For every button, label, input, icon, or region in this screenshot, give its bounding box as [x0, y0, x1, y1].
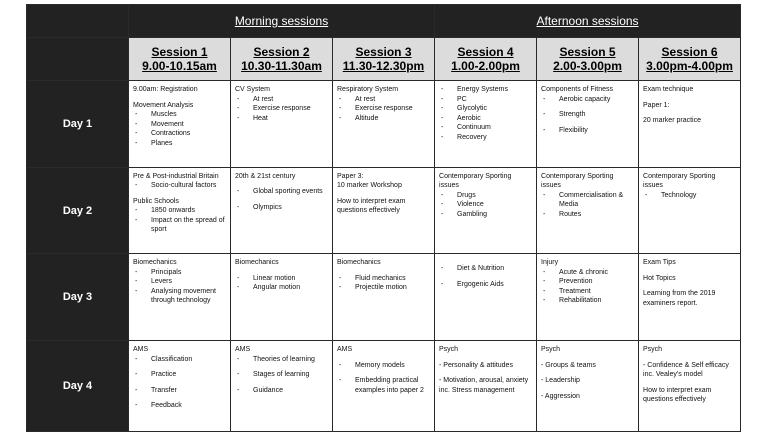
- bullet-item: - Recovery: [439, 133, 532, 143]
- bullet-item: - Flexibility: [541, 126, 634, 136]
- section-header-row: [27, 5, 741, 38]
- bullet-item: - Olympics: [235, 203, 328, 213]
- session-header-row: [27, 38, 741, 81]
- cell-text: Contemporary Sporting issues: [541, 172, 614, 190]
- bullet-item: - Commercialisation & Media: [541, 191, 634, 210]
- session-name: Session 5: [559, 45, 616, 59]
- bullet-item: - Glycolytic: [439, 104, 532, 114]
- bullet-item: - Drugs: [439, 191, 532, 201]
- cell-text: Hot Topics: [643, 274, 676, 282]
- cell-text: How to interpret exam questions effectively: [337, 197, 406, 215]
- cell-text: Exam technique: [643, 86, 694, 93]
- bullet-item: - Stages of learning: [235, 370, 328, 380]
- session-time: 10.30-11.30am: [241, 59, 322, 73]
- cell-text: Exam Tips: [643, 259, 676, 267]
- cell-text: 20th & 21st century: [235, 172, 296, 180]
- bullet-item: - Memory models: [337, 361, 430, 371]
- bullet-item: - Aerobic: [439, 114, 532, 124]
- session-cell: [333, 254, 435, 341]
- cell-text: Injury: [541, 259, 559, 267]
- bullet-item: - Levers: [133, 277, 226, 287]
- bullet-item: - Ergogenic Aids: [439, 280, 532, 290]
- session-cell: [129, 81, 231, 168]
- cell-text: Contemporary Sporting issues: [439, 172, 512, 190]
- bullet-item: - Angular motion: [235, 283, 328, 293]
- cell-text: Components of Fitness: [541, 86, 613, 93]
- session-cell: [435, 254, 537, 341]
- cell-text: Respiratory System: [337, 86, 399, 93]
- session-cell: [639, 167, 741, 254]
- bullet-item: - Altitude: [337, 114, 430, 124]
- bullet-item: - At rest: [235, 95, 328, 105]
- bullet-item: - Socio-cultural factors: [133, 181, 226, 191]
- cell-text: - Groups & teams: [541, 361, 596, 369]
- bullet-item: - Treatment: [541, 287, 634, 297]
- cell-text: Psych: [439, 346, 459, 354]
- bullet-item: - 1850 onwards: [133, 206, 226, 216]
- cell-text: 9.00am: Registration: [133, 86, 198, 93]
- bullet-item: - Principals: [133, 268, 226, 278]
- session-cell: [537, 81, 639, 168]
- session-header: [129, 38, 231, 81]
- session-cell: [537, 341, 639, 432]
- session-header: [231, 38, 333, 81]
- session-name: Session 4: [457, 45, 514, 59]
- session-cell: [435, 81, 537, 168]
- cell-text: Biomechanics: [337, 259, 381, 267]
- session-cell: [435, 341, 537, 432]
- bullet-item: - Gambling: [439, 210, 532, 220]
- afternoon-sessions-heading: Afternoon sessions: [435, 5, 741, 38]
- session-cell: [537, 167, 639, 254]
- bullet-item: - Embedding practical examples into paper 2: [337, 376, 430, 395]
- cell-text: Pre & Post-industrial Britain: [133, 172, 219, 180]
- bullet-item: - Aerobic capacity: [541, 95, 634, 105]
- cell-text: Public Schools: [133, 197, 179, 205]
- session-name: Session 2: [253, 45, 310, 59]
- bullet-item: - Continuum: [439, 123, 532, 133]
- day-row: [27, 81, 741, 168]
- bullet-item: - Impact on the spread of sport: [133, 216, 226, 235]
- timetable: [26, 4, 741, 432]
- session-cell: [129, 254, 231, 341]
- session-cell: [231, 81, 333, 168]
- bullet-item: - Global sporting events: [235, 187, 328, 197]
- cell-text: AMS: [235, 346, 251, 354]
- session-cell: [639, 341, 741, 432]
- cell-text: CV System: [235, 86, 271, 93]
- cell-text: - Aggression: [541, 392, 580, 400]
- session-cell: [129, 167, 231, 254]
- bullet-item: - Violence: [439, 200, 532, 210]
- session-cell: [231, 254, 333, 341]
- cell-text: 20 marker practice: [643, 117, 701, 124]
- session-cell: [333, 81, 435, 168]
- session-cell: [129, 341, 231, 432]
- cell-text: AMS: [337, 346, 353, 354]
- cell-text: AMS: [133, 346, 149, 354]
- bullet-item: - Feedback: [133, 401, 226, 411]
- bullet-item: - Linear motion: [235, 274, 328, 284]
- cell-text: Contemporary Sporting issues: [643, 172, 716, 190]
- session-cell: [333, 167, 435, 254]
- bullet-item: - Exercise response: [337, 104, 430, 114]
- bullet-item: - Analysing movement through technology: [133, 287, 226, 306]
- session-name: Session 3: [355, 45, 412, 59]
- cell-text: Paper 3:: [337, 172, 364, 180]
- session-cell: [333, 341, 435, 432]
- session-header: [333, 38, 435, 81]
- bullet-item: - Guidance: [235, 386, 328, 396]
- day-row: [27, 341, 741, 432]
- cell-text: - Motivation, arousal, anxiety inc. Stress management: [439, 377, 529, 394]
- session-time: 2.00-3.00pm: [553, 59, 622, 73]
- cell-text: - Confidence & Self efficacy inc. Vealey's model: [643, 361, 729, 379]
- bullet-item: - Movement: [133, 120, 226, 130]
- bullet-item: - Muscles: [133, 110, 226, 120]
- day-row: [27, 254, 741, 341]
- session-header: [537, 38, 639, 81]
- session-time: 11.30-12.30pm: [342, 59, 425, 73]
- bullet-item: - Classification: [133, 355, 226, 365]
- session-cell: [435, 167, 537, 254]
- session-cell: [231, 341, 333, 432]
- day-label: Day 1: [27, 81, 129, 168]
- session-name: Session 6: [661, 45, 718, 59]
- schedule-body: [27, 81, 741, 432]
- day-row: [27, 167, 741, 254]
- session-cell: [231, 167, 333, 254]
- corner-cell: [27, 38, 129, 81]
- session-header: [435, 38, 537, 81]
- session-cell: [537, 254, 639, 341]
- bullet-item: - Transfer: [133, 386, 226, 396]
- bullet-item: - At rest: [337, 95, 430, 105]
- session-time: 3.00pm-4.00pm: [646, 59, 733, 73]
- cell-text: Learning from the 2019 examiners report.: [643, 290, 716, 307]
- session-cell: [639, 254, 741, 341]
- cell-text: Psych: [541, 346, 561, 354]
- cell-text: How to interpret exam questions effectively: [643, 386, 712, 404]
- bullet-item: - Exercise response: [235, 104, 328, 114]
- session-name: Session 1: [151, 45, 208, 59]
- bullet-item: - Heat: [235, 114, 328, 124]
- session-header: [639, 38, 741, 81]
- corner-cell: [27, 5, 129, 38]
- day-label: Day 4: [27, 341, 129, 432]
- cell-text: Psych: [643, 346, 663, 354]
- bullet-item: - PC: [439, 95, 532, 105]
- bullet-item: - Practice: [133, 370, 226, 380]
- session-cell: [639, 81, 741, 168]
- bullet-item: - Projectile motion: [337, 283, 430, 293]
- day-label: Day 2: [27, 167, 129, 254]
- bullet-item: - Routes: [541, 210, 634, 220]
- session-time: 1.00-2.00pm: [451, 59, 520, 73]
- cell-text: 10 marker Workshop: [337, 182, 402, 190]
- morning-sessions-heading: Morning sessions: [129, 5, 435, 38]
- cell-text: Biomechanics: [235, 259, 279, 267]
- cell-text: - Leadership: [541, 377, 580, 385]
- bullet-item: - Theories of learning: [235, 355, 328, 365]
- bullet-item: - Energy Systems: [439, 85, 532, 95]
- cell-text: Paper 1:: [643, 101, 670, 109]
- session-time: 9.00-10.15am: [142, 59, 217, 73]
- bullet-item: - Contractions: [133, 129, 226, 139]
- cell-text: - Personality & attitudes: [439, 361, 513, 369]
- bullet-item: - Prevention: [541, 277, 634, 287]
- bullet-item: - Fluid mechanics: [337, 274, 430, 284]
- bullet-item: - Rehabilitation: [541, 296, 634, 306]
- bullet-item: - Technology: [643, 191, 736, 201]
- bullet-item: - Diet & Nutrition: [439, 264, 532, 274]
- bullet-item: - Strength: [541, 110, 634, 120]
- day-label: Day 3: [27, 254, 129, 341]
- bullet-item: - Planes: [133, 139, 226, 149]
- cell-text: Movement Analysis: [133, 101, 194, 109]
- bullet-item: - Acute & chronic: [541, 268, 634, 278]
- cell-text: Biomechanics: [133, 259, 177, 267]
